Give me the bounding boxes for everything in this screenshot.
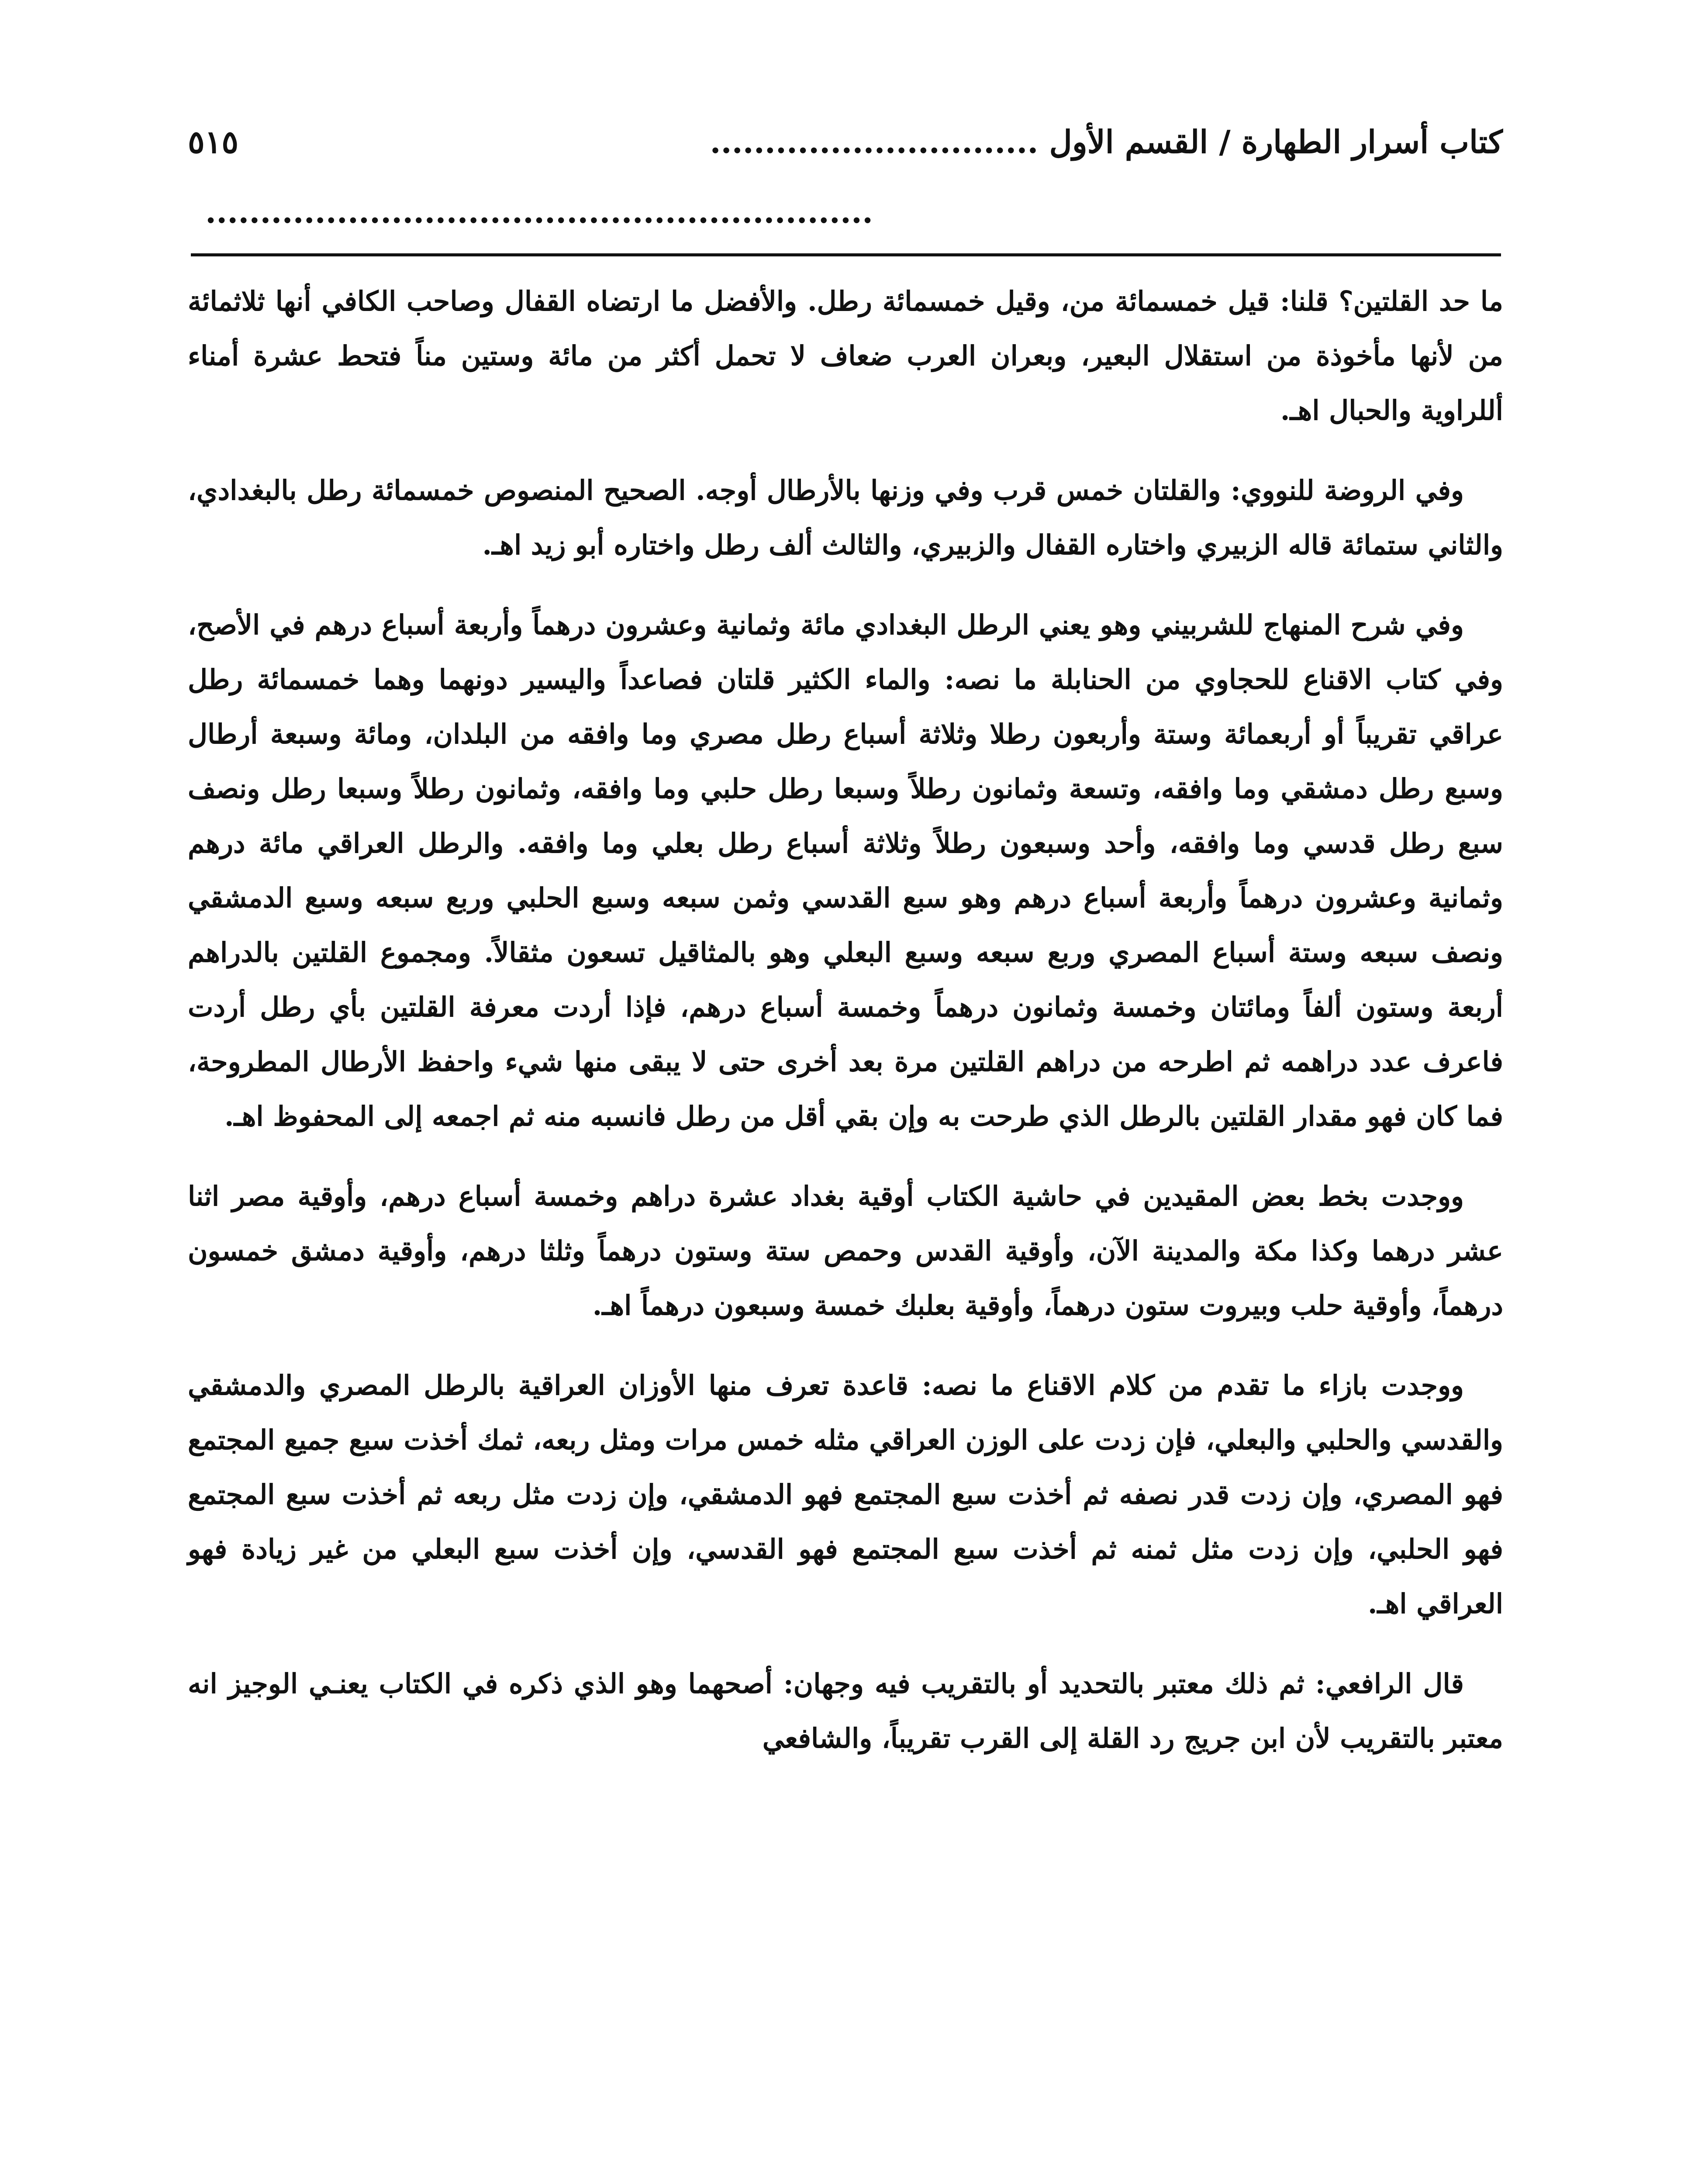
paragraph-6: قال الرافعي: ثم ذلك معتبر بالتحديد أو بالتقريب فيه وجهان: أصحهما وهو الذي ذكره في الكتاب يعنـي الوجيز انه معتبر بالتقريب لأن ابن جريج رد القلة إلى القرب تقريباً، والشافعي: [188, 1668, 1503, 1754]
book-page: [188, 109, 1503, 2184]
paragraph-5: ووجدت بازاء ما تقدم من كلام الاقناع ما نصه: قاعدة تعرف منها الأوزان العراقية بالرطل المصري والدمشقي والقدسي والحلبي والبعلي، فإن زدت على الوزن العراقي مثله خمس مرات ومثل ربعه، ثمك أخذت سبع جميع المجتمع فهو المصري، وإن زدت قدر نصفه ثم أخذت سبع المجتمع فهو الدمشقي، وإن زدت مثل ربعه ثم أخذت سبع المجتمع فهو الحلبي، وإن زدت مثل ثمنه ثم أخذت سبع المجتمع فهو القدسي، وإن أخذت سبع البعلي من غير زيادة فهو العراقي اهـ.: [188, 1369, 1504, 1620]
paragraph-2: وفي الروضة للنووي: والقلتان خمس قرب وفي وزنها بالأرطال أوجه. الصحيح المنصوص خمسمائة رطل بالبغدادي، والثاني ستمائة قاله الزبيري واختاره القفال والزبيري، والثالث ألف رطل واختاره أبو زيد اهـ.: [188, 474, 1503, 561]
running-header: [188, 109, 1503, 175]
paragraph-1: ما حد القلتين؟ قلنا: قيل خمسمائة من، وقيل خمسمائة رطل. والأفضل ما ارتضاه القفال وصاحب الكافي أنها ثلاثمائة من لأنها مأخوذة من استقلال البعير، وبعران العرب ضعاف لا تحمل أكثر من مائة وستين مناً فتحط عشرة أمناء أللراوية والحبال اهـ.: [188, 285, 1503, 426]
header-dotted-line: .............................................................: [205, 193, 873, 230]
page-number: ٥١٥: [188, 123, 239, 160]
paragraph-4: ووجدت بخط بعض المقيدين في حاشية الكتاب أوقية بغداد عشرة دراهم وخمسة أسباع درهم، وأوقية مصر اثنا عشر درهما وكذا مكة والمدينة الآن، وأوقية القدس وحمص ستة وستون درهماً وثلثا درهم، وأوقية دمشق خمسون درهماً، وأوقية حلب وبيروت ستون درهماً، وأوقية بعلبك خمسة وسبعون درهماً اهـ.: [188, 1180, 1503, 1321]
paragraph-3: وفي شرح المنهاج للشربيني وهو يعني الرطل البغدادي مائة وثمانية وعشرون درهماً وأربعة أسباع درهم في الأصح، وفي كتاب الاقناع للحجاوي من الحنابلة ما نصه: والماء الكثير قلتان فصاعداً واليسير دونهما وهما خمسمائة رطل عراقي تقريباً أو أربعمائة وستة وأربعون رطلا وثلاثة أسباع رطل مصري وما وافقه من البلدان، ومائة وسبعة أرطال وسبع رطل دمشقي وما وافقه، وتسعة وثمانون رطلاً وسبعا رطل حلبي وما وافقه، وثمانون رطلاً وسبعا رطل ونصف سبع رطل قدسي وما وافقه، وأحد وسبعون رطلاً وثلاثة أسباع رطل بعلي وما وافقه. والرطل العراقي مائة درهم وثمانية وعشرون درهماً وأربعة أسباع درهم وهو سبع القدسي وثمن سبعه وسبع الحلبي وربع سبعه وسبع الدمشقي ونصف سبعه وستة أسباع المصري وربع سبعه وسبع البعلي وهو بالمثاقيل تسعون مثقالاً. ومجموع القلتين بالدراهم أربعة وستون ألفاً ومائتان وخمسة وثمانون درهماً وخمسة أسباع درهم، فإذا أردت معرفة القلتين بأي رطل أردت فاعرف عدد دراهمه ثم اطرحه من دراهم القلتين مرة بعد أخرى حتى لا يبقى منها شيء واحفظ الأرطال المطروحة، فما كان فهو مقدار القلتين بالرطل الذي طرحت به وإن بقي أقل من رطل فانسبه منه ثم اجمعه إلى المحفوظ اهـ.: [188, 609, 1503, 1132]
body-text: [188, 274, 1503, 1766]
header-title: كتاب أسرار الطهارة / القسم الأول ..............................: [710, 123, 1503, 160]
header-rule: [191, 253, 1501, 256]
